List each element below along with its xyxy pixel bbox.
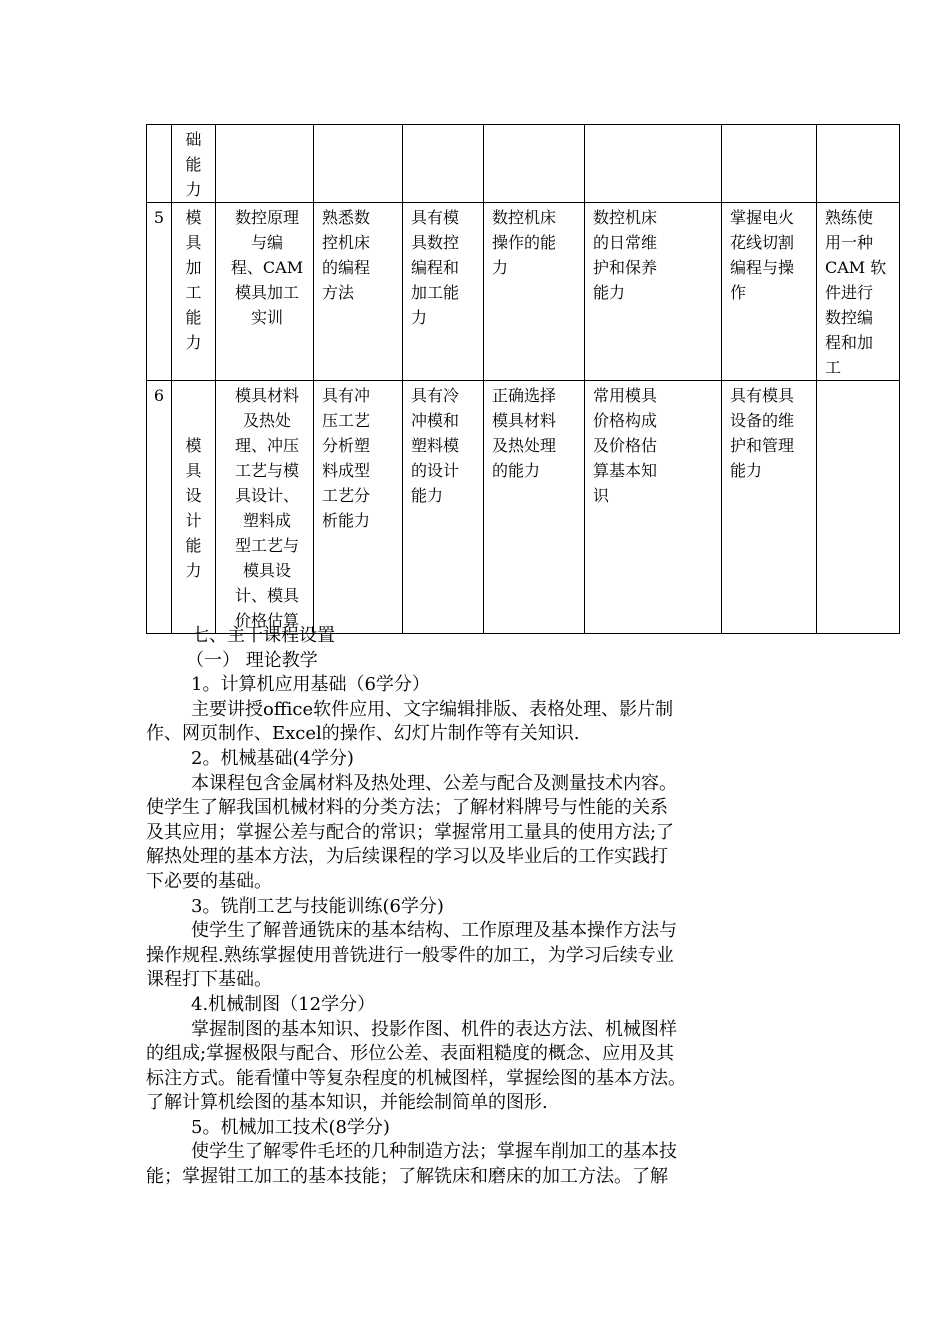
ability-name-cell: 础 能 力 xyxy=(172,125,216,203)
course-paragraph-line: 使学生了解普通铣床的基本结构、工作原理及基本操作方法与 xyxy=(191,920,677,942)
table-row xyxy=(147,125,900,203)
table-cell xyxy=(216,125,314,203)
table-cell xyxy=(403,125,484,203)
course-heading: 5。机械加工技术(8学分) xyxy=(191,1116,390,1138)
table-cell: 数控机床 的日常维 护和保养 能力 xyxy=(585,203,722,381)
table-row xyxy=(147,381,900,634)
table-cell xyxy=(585,125,722,203)
table-row xyxy=(147,203,900,381)
table-cell: 正确选择 模具材料 及热处理 的能力 xyxy=(484,381,585,634)
row-number-cell: 5 xyxy=(147,203,172,381)
course-paragraph-line: 使学生了解我国机械材料的分类方法；了解材料牌号与性能的关系 xyxy=(146,797,668,819)
course-paragraph-line: 课程打下基础。 xyxy=(146,969,272,991)
table-cell xyxy=(484,125,585,203)
course-paragraph-line: 了解计算机绘图的基本知识，并能绘制简单的图形. xyxy=(146,1092,548,1114)
table-cell xyxy=(722,125,817,203)
table-cell: 具有冲 压工艺 分析塑 料成型 工艺分 析能力 xyxy=(314,381,403,634)
course-paragraph-line: 作、网页制作、Excel的操作、幻灯片制作等有关知识. xyxy=(146,723,580,745)
row-number-cell xyxy=(147,125,172,203)
table-cell xyxy=(817,381,900,634)
table-cell xyxy=(314,125,403,203)
course-paragraph-line: 解热处理的基本方法，为后续课程的学习以及毕业后的工作实践打 xyxy=(146,846,668,868)
table-cell: 模具材料 及热处 理、冲压 工艺与模 具设计、 塑料成 型工艺与 模具设 计、模具 价格估算 xyxy=(216,381,314,634)
ability-name-cell: 模 具 加 工 能 力 xyxy=(172,203,216,381)
course-heading: 3。铣削工艺与技能训练(6学分) xyxy=(191,895,444,917)
row-number-cell: 6 xyxy=(147,381,172,634)
table-cell: 数控机床 操作的能 力 xyxy=(484,203,585,381)
table-cell: 具有模具 设备的维 护和管理 能力 xyxy=(722,381,817,634)
section-subtitle: （一） 理论教学 xyxy=(186,649,318,671)
table-cell: 掌握电火 花线切割 编程与操 作 xyxy=(722,203,817,381)
table-cell: 数控原理 与编 程、CAM 模具加工 实训 xyxy=(216,203,314,381)
ability-table xyxy=(146,124,900,634)
course-paragraph-line: 操作规程.熟练掌握使用普铣进行一般零件的加工，为学习后续专业 xyxy=(146,944,674,966)
table-cell: 具有模 具数控 编程和 加工能 力 xyxy=(403,203,484,381)
course-paragraph-line: 使学生了解零件毛坯的几种制造方法；掌握车削加工的基本技 xyxy=(191,1141,677,1163)
course-paragraph-line: 掌握制图的基本知识、投影作图、机件的表达方法、机械图样 xyxy=(191,1018,677,1040)
course-paragraph-line: 下必要的基础。 xyxy=(146,870,272,892)
table-cell: 熟悉数 控机床 的编程 方法 xyxy=(314,203,403,381)
ability-name-cell: 模 具 设 计 能 力 xyxy=(172,381,216,634)
table-cell: 具有冷 冲模和 塑料模 的设计 能力 xyxy=(403,381,484,634)
course-heading: 2。机械基础(4学分) xyxy=(191,747,354,769)
course-heading: 1。计算机应用基础（6学分） xyxy=(191,674,430,696)
table-cell xyxy=(817,125,900,203)
table-cell: 熟练使 用一种 CAM 软 件进行 数控编 程和加 工 xyxy=(817,203,900,381)
course-heading: 4.机械制图（12学分） xyxy=(191,993,376,1015)
course-paragraph-line: 的组成;掌握极限与配合、形位公差、表面粗糙度的概念、应用及其 xyxy=(146,1043,675,1065)
course-section xyxy=(146,624,826,1190)
course-paragraph-line: 本课程包含金属材料及热处理、公差与配合及测量技术内容。 xyxy=(191,772,677,794)
course-paragraph-line: 及其应用；掌握公差与配合的常识；掌握常用工量具的使用方法;了 xyxy=(146,821,675,843)
course-paragraph-line: 主要讲授office软件应用、文字编辑排版、表格处理、影片制 xyxy=(191,698,674,720)
course-paragraph-line: 标注方式。能看懂中等复杂程度的机械图样，掌握绘图的基本方法。 xyxy=(146,1067,686,1089)
table-cell: 常用模具 价格构成 及价格估 算基本知 识 xyxy=(585,381,722,634)
section-title: 七、主干课程设置 xyxy=(191,625,335,646)
course-paragraph-line: 能；掌握钳工加工的基本技能；了解铣床和磨床的加工方法。了解 xyxy=(146,1166,668,1188)
